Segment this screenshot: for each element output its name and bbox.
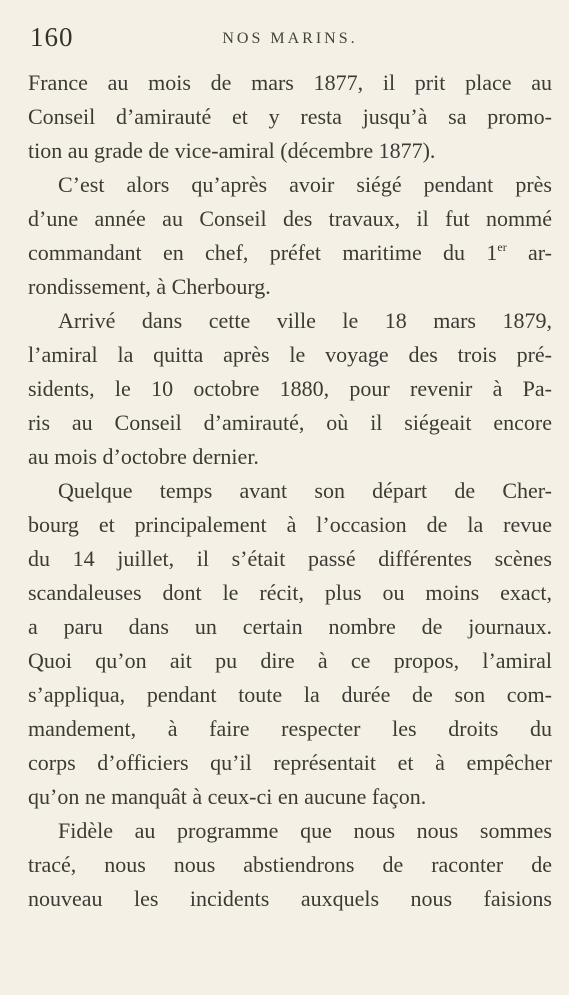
text-line: ris au Conseil d’amirauté, où il siégeait encore <box>28 410 552 435</box>
text-line: corps d’officiers qu’il représentait et à empêcher <box>28 750 552 775</box>
text-line: France au mois de mars 1877, il prit place au <box>28 70 552 95</box>
text-line: rondissement, à Cherbourg. <box>28 274 271 299</box>
text-line: scandaleuses dont le récit, plus ou moins exact, <box>28 580 552 605</box>
body-text <box>28 66 552 916</box>
page-number: 160 <box>30 22 74 52</box>
text-line: Quoi qu’on ait pu dire à ce propos, l’amiral <box>28 648 552 673</box>
text-line: s’appliqua, pendant toute la durée de son com- <box>28 682 552 707</box>
text-line: d’une année au Conseil des travaux, il fut nommé <box>28 206 552 231</box>
text-fragment: commandant en chef, préfet maritime du <box>28 240 466 265</box>
text-line: tracé, nous nous abstiendrons de raconter de <box>28 852 552 877</box>
page-header <box>28 20 552 58</box>
text-line: C’est alors qu’après avoir siégé pendant près <box>58 172 552 197</box>
text-line: tion au grade de vice-amiral (décembre 1877). <box>28 138 436 163</box>
text-line: du 14 juillet, il s’était passé différentes scènes <box>28 546 552 571</box>
text-line: au mois d’octobre dernier. <box>28 444 259 469</box>
text-line: Fidèle au programme que nous nous sommes <box>58 818 552 843</box>
ordinal-suffix: er <box>497 240 507 254</box>
text-line: nouveau les incidents auxquels nous faisions <box>28 886 552 911</box>
running-title: NOS MARINS. <box>222 30 358 47</box>
text-line: Quelque temps avant son départ de Cher- <box>58 478 552 503</box>
text-line: Arrivé dans cette ville le 18 mars 1879, <box>58 308 552 333</box>
text-line: a paru dans un certain nombre de journaux. <box>28 614 552 639</box>
text-line: mandement, à faire respecter les droits du <box>28 716 552 741</box>
text-fragment: ar- <box>528 240 553 265</box>
text-line <box>28 236 552 270</box>
text-line: Conseil d’amirauté et y resta jusqu’à sa promo- <box>28 104 552 129</box>
text-line: l’amiral la quitta après le voyage des trois pré- <box>28 342 552 367</box>
text-line: sidents, le 10 octobre 1880, pour revenir à Pa- <box>28 376 552 401</box>
text-line: bourg et principalement à l’occasion de la revue <box>28 512 552 537</box>
text-line: qu’on ne manquât à ceux-ci en aucune façon. <box>28 784 427 809</box>
ordinal-number: 1 <box>486 240 498 265</box>
